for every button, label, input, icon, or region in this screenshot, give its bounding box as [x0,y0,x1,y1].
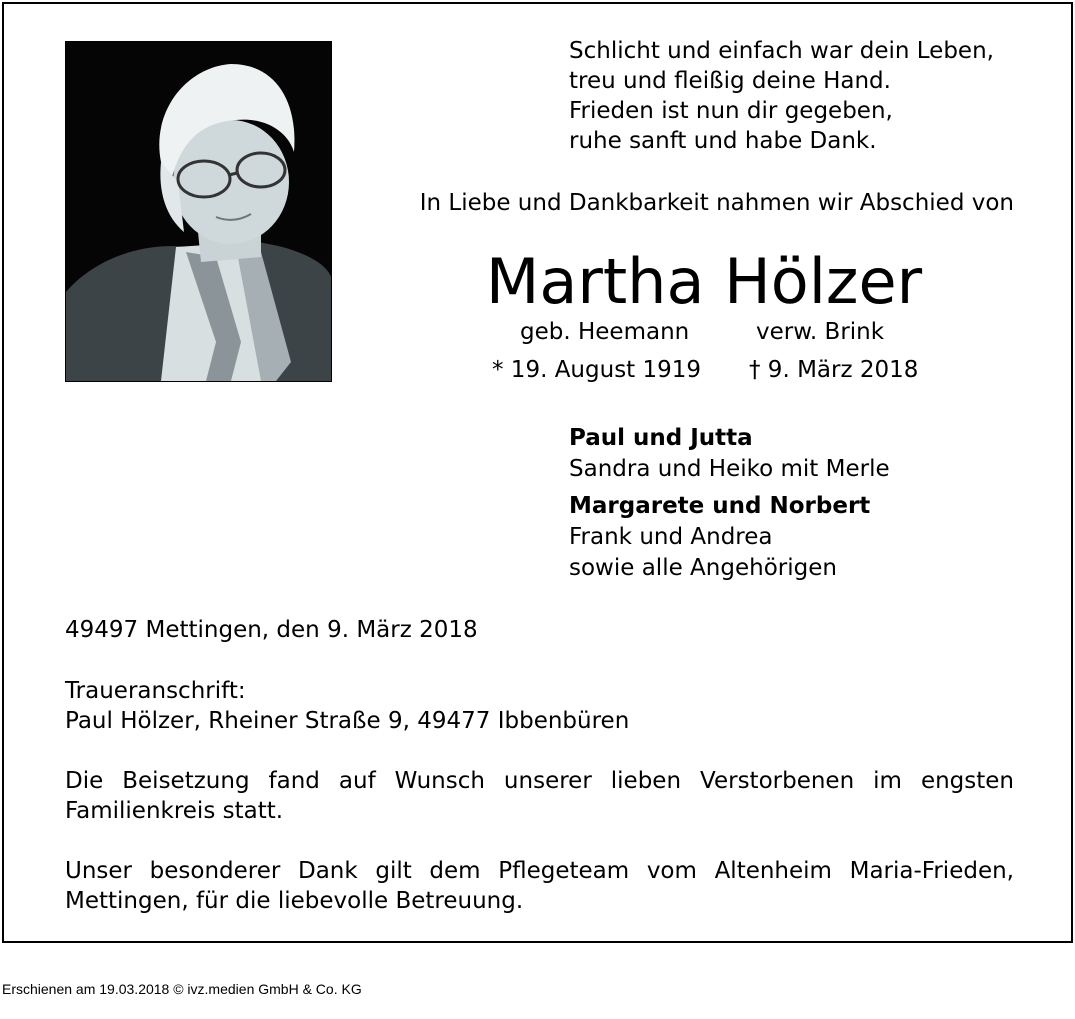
publication-footer: Erschienen am 19.03.2018 © ivz.medien GmbH & Co. KG [2,981,362,997]
condolence-address [65,676,629,736]
portrait-photo [65,41,332,382]
widowed-name: verw. Brink [756,319,885,345]
death-date: † 9. März 2018 [749,357,919,383]
birth-date: * 19. August 1919 [492,357,702,383]
thanks-note: Unser besonderer Dank gilt dem Pflegeteam vom Altenheim Maria-Frieden, Mettingen, für die liebevolle Betreuung. [65,858,1014,914]
verse-line: Schlicht und einfach war dein Leben, [569,38,994,64]
place-and-date: 49497 Mettingen, den 9. März 2018 [65,617,478,643]
verse-line: ruhe sanft und habe Dank. [569,128,877,154]
verse-line: Frieden ist nun dir gegeben, [569,98,893,124]
address-label: Traueranschrift: [65,678,246,704]
birth-name: geb. Heemann [520,319,690,345]
mourner-group-name: Margarete und Norbert [569,493,871,519]
verse-line: treu und fleißig deine Hand. [569,68,891,94]
mourner-group-name: Paul und Jutta [569,425,753,451]
mourner-group-members: Frank und Andrea [569,524,773,550]
mourners-list [569,423,890,584]
burial-note: Die Beisetzung fand auf Wunsch unserer lieben Verstorbenen im engsten Familienkreis statt. [65,768,1014,824]
mourner-others: sowie alle Angehörigen [569,555,837,581]
mourner-group-members: Sandra und Heiko mit Merle [569,456,890,482]
address-value: Paul Hölzer, Rheiner Straße 9, 49477 Ibbenbüren [65,708,630,734]
deceased-name: Martha Hölzer [485,245,923,318]
obituary-notice [2,2,1073,943]
memorial-verse [569,36,994,156]
farewell-intro: In Liebe und Dankbarkeit nahmen wir Abschied von [419,190,1014,216]
